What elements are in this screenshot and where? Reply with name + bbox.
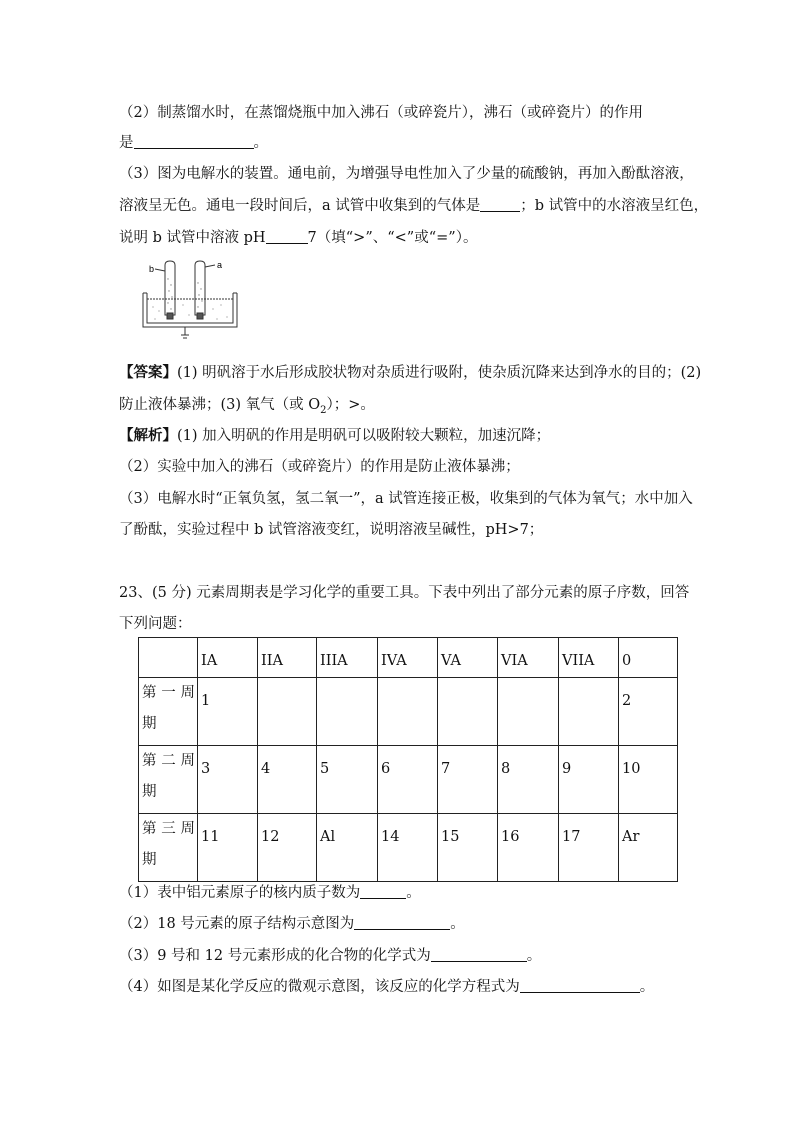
q23-question1: （1）表中铝元素原子的核内质子数为 。 <box>119 885 421 901</box>
table-header-cell: 0 <box>619 638 678 678</box>
q23-question3: （3）9 号和 12 号元素形成的化合物的化学式为 。 <box>119 948 542 964</box>
table-header-cell: IIA <box>258 638 317 678</box>
table-cell: 1 <box>198 678 258 746</box>
period-label: 第 二 周 期 <box>139 746 198 814</box>
table-cell: 8 <box>498 746 559 814</box>
table-row <box>139 678 678 746</box>
table-header-row <box>139 638 678 678</box>
q23-question4: （4）如图是某化学反应的微观示意图，该反应的化学方程式为 。 <box>119 979 655 995</box>
table-header-cell: VIIA <box>559 638 619 678</box>
table-cell <box>559 678 619 746</box>
electrolysis-apparatus-figure <box>141 259 241 345</box>
table-cell <box>378 678 438 746</box>
answer-blank[interactable] <box>266 229 308 244</box>
table-cell <box>317 678 378 746</box>
analysis-label: 【解析】 <box>119 427 177 444</box>
period-label: 第 一 周 期 <box>139 678 198 746</box>
answer-blank[interactable] <box>354 915 450 930</box>
q22-part3-line1: （3）图为电解水的装置。通电前，为增强导电性加入了少量的硫酸钠，再加入酚酞溶液， <box>119 166 694 182</box>
period-label: 第 三 周 期 <box>139 814 198 882</box>
analysis-line1: 【解析】(1) 加入明矾的作用是明矾可以吸附较大颗粒，加速沉降； <box>119 427 551 444</box>
table-cell <box>438 678 498 746</box>
figure-label-a: a <box>217 260 223 270</box>
q23-question2: （2）18 号元素的原子结构示意图为 。 <box>119 916 465 932</box>
figure-label-b: b <box>149 264 155 274</box>
q22-part3-line3: 说明 b 试管中溶液 pH 7（填“>”、“<”或“=”）。 <box>119 230 478 246</box>
answer-blank[interactable] <box>134 134 254 149</box>
table-cell: 10 <box>619 746 678 814</box>
table-header-cell <box>139 638 198 678</box>
table-cell <box>498 678 559 746</box>
analysis-line3: （3）电解水时“正氧负氢，氢二氧一”，a 试管连接正极，收集到的气体为氧气；水中加入 <box>119 491 693 507</box>
table-header-cell: IVA <box>378 638 438 678</box>
table-cell: 11 <box>198 814 258 882</box>
table-header-cell: VA <box>438 638 498 678</box>
table-cell: 9 <box>559 746 619 814</box>
answer-blank[interactable] <box>520 978 640 993</box>
table-header-cell: IA <box>198 638 258 678</box>
answer-blank[interactable] <box>431 947 527 962</box>
answer-label: 【答案】 <box>119 364 177 381</box>
table-cell: 3 <box>198 746 258 814</box>
table-cell: 6 <box>378 746 438 814</box>
table-cell: 14 <box>378 814 438 882</box>
answer-line2: 防止液体暴沸；(3) 氧气（或 $O_2$）；>。 <box>119 397 375 416</box>
table-cell: 2 <box>619 678 678 746</box>
q22-part2-line2: 是 。 <box>119 135 268 151</box>
table-cell: Ar <box>619 814 678 882</box>
analysis-line4: 了酚酞，实验过程中 b 试管溶液变红，说明溶液呈碱性，pH>7； <box>119 522 544 538</box>
answer-line1: 【答案】(1) 明矾溶于水后形成胶状物对杂质进行吸附，使杂质沉降来达到净水的目的；(2) <box>119 364 702 381</box>
analysis-line2: （2）实验中加入的沸石（或碎瓷片）的作用是防止液体暴沸； <box>119 459 520 475</box>
table-row <box>139 814 678 882</box>
table-cell: 7 <box>438 746 498 814</box>
periodic-table <box>138 637 678 882</box>
answer-blank[interactable] <box>360 884 406 899</box>
q22-part2-line1: （2）制蒸馏水时，在蒸馏烧瓶中加入沸石（或碎瓷片），沸石（或碎瓷片）的作用 <box>119 105 643 121</box>
table-row <box>139 746 678 814</box>
table-cell: 17 <box>559 814 619 882</box>
q22-part3-line2: 溶液呈无色。通电一段时间后，a 试管中收集到的气体是 ；b 试管中的水溶液呈红色， <box>119 198 709 214</box>
q23-intro-line1: 23、(5 分) 元素周期表是学习化学的重要工具。下表中列出了部分元素的原子序数，回答 <box>119 585 690 601</box>
table-cell: 15 <box>438 814 498 882</box>
table-header-cell: VIA <box>498 638 559 678</box>
q23-intro-line2: 下列问题： <box>119 616 192 632</box>
table-cell: Al <box>317 814 378 882</box>
table-cell: 4 <box>258 746 317 814</box>
answer-blank[interactable] <box>480 197 520 212</box>
table-cell: 12 <box>258 814 317 882</box>
table-cell: 16 <box>498 814 559 882</box>
table-cell <box>258 678 317 746</box>
table-header-cell: IIIA <box>317 638 378 678</box>
table-cell: 5 <box>317 746 378 814</box>
